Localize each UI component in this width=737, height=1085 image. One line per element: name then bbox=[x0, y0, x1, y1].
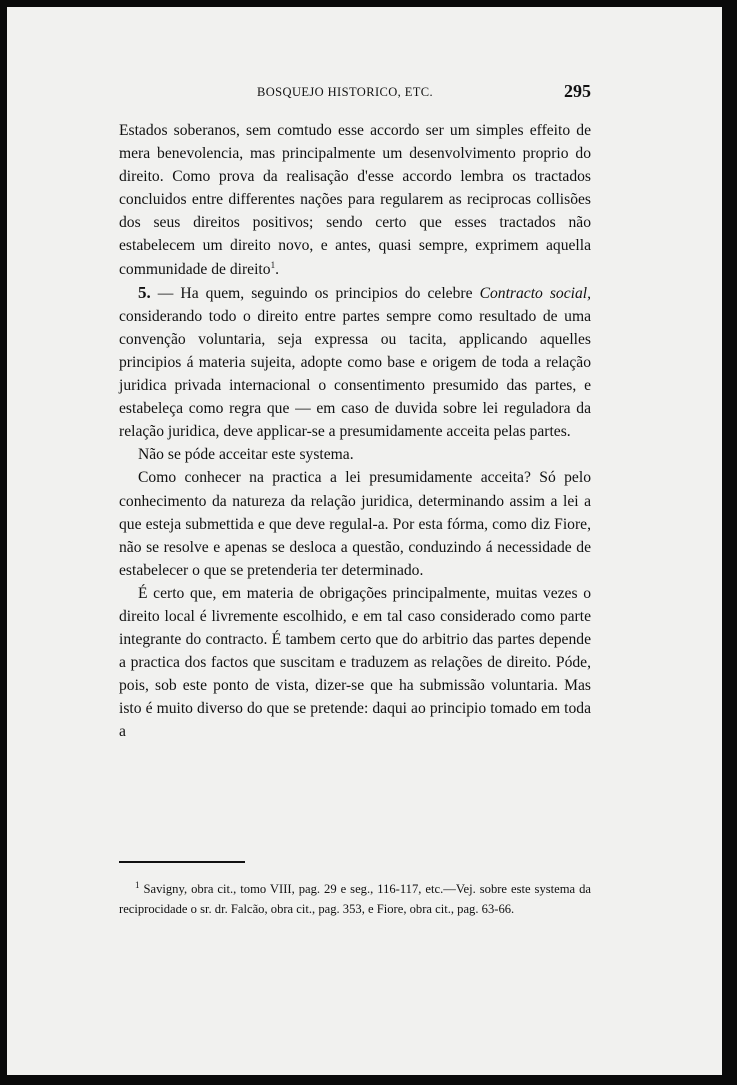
footnote bbox=[119, 880, 591, 919]
paragraph-continuation: Estados soberanos, sem comtudo esse accordo ser um simples effeito de mera benevolencia, mas principalmente um desenvolvimento proprio do direito. Como prova da realisação d'esse accordo lembra os tractados concluidos entre differentes nações para regularem as reciprocas collisões dos seus direitos positivos; sendo certo que esses tractados não estabelecem um direito novo, e antes, quasi sempre, exprimem aquella communidade de direito$^1$. bbox=[119, 122, 591, 278]
section-number: 5. bbox=[138, 282, 151, 302]
body-text bbox=[119, 119, 591, 744]
paragraph: Como conhecer na practica a lei presumidamente acceita? Só pelo conhecimento da natureza da relação juridica, determinando assim a lei a que esteja submettida e que deve regulal-a. Por esta fórma, como diz Fiore, não se resolve e apenas se desloca a questão, conduzindo á necessidade de estabelecer o que se pretenderia ter determinado. bbox=[119, 469, 591, 579]
footnote-number: 1 bbox=[135, 879, 140, 890]
running-title: BOSQUEJO HISTORICO, ETC. bbox=[257, 85, 434, 99]
section-5-paragraph: 5. — Ha quem, seguindo os principios do celebre Contracto social, considerando todo o direito entre partes sempre como resultado de uma convenção voluntaria, seja expressa ou tacita, applicando aquelles principios á materia sujeita, adopte como base e origem de toda a relação juridica privada internacional o consentimento presumido das partes, e estabeleça como regra que — em caso de duvida sobre lei reguladora da relação juridica, deve applicar-se a presumidamente acceita pelas partes. bbox=[119, 282, 592, 441]
page-number: 295 bbox=[564, 81, 591, 101]
paragraph: Não se póde acceitar este systema. bbox=[138, 446, 354, 464]
footnote-reference: 1 bbox=[270, 259, 276, 270]
page-header bbox=[119, 81, 591, 105]
footnote-text: Savigny, obra cit., tomo VIII, pag. 29 e seg., 116-117, etc.—Vej. sobre este systema da reciprocidade o sr. dr. Falcão, obra cit., pag. 353, e Fiore, obra cit., pag. 63-66. bbox=[119, 882, 591, 916]
paragraph: É certo que, em materia de obrigações principalmente, muitas vezes o direito local é livremente escolhido, e em tal caso considerado como parte integrante do contracto. É tambem certo que do arbitrio das partes depende a practica dos factos que suscitam e traduzem as relações de direito. Póde, pois, sob este ponto de vista, dizer-se que ha submissão voluntaria. Mas isto é muito diverso do que se pretende: daqui ao principio tomado em toda a bbox=[119, 584, 591, 741]
italic-term: Contracto social, bbox=[479, 284, 592, 302]
book-page bbox=[7, 7, 722, 1075]
footnote-divider bbox=[119, 861, 245, 863]
